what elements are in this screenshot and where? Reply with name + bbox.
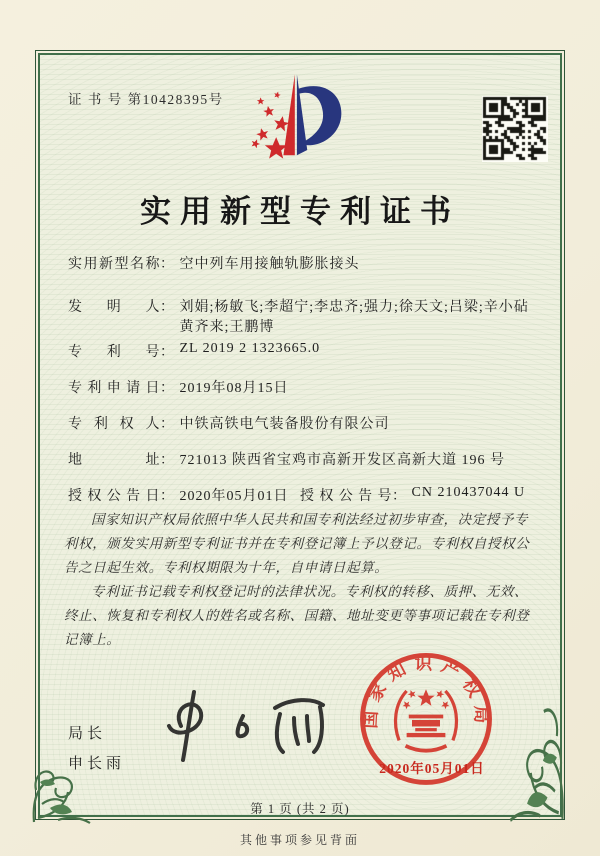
field-value: 2019年08月15日 — [179, 381, 289, 396]
field-inventors — [68, 296, 529, 336]
field-patent-number — [68, 341, 320, 361]
certificate-title: 实用新型专利证书 — [140, 194, 460, 229]
field-value: 空中列车用接触轨膨胀接头 — [179, 257, 360, 272]
label-colon: ： — [160, 453, 175, 468]
legal-paragraph-2: 专利证书记载专利权登记时的法律状况。专利权的转移、质押、无效、终止、恢复和专利权人的姓名或名称、国籍、地址变更等事项记载在专利登记簿上。 — [64, 584, 530, 648]
field-label: 专利权人 — [68, 417, 160, 432]
field-value: CN 210437044 U — [411, 485, 526, 500]
inventors-line-2: 黄齐来;王鹏博 — [179, 320, 275, 335]
field-label: 发明人 — [68, 300, 160, 315]
field-label: 授权公告号 — [300, 489, 392, 504]
label-colon: ： — [160, 417, 175, 432]
field-value: ZL 2019 2 1323665.0 — [179, 341, 321, 356]
field-label: 授权公告日 — [68, 489, 160, 504]
field-label: 专利申请日 — [68, 381, 160, 396]
field-grant-date — [68, 485, 300, 505]
seal-date: 2020年05月01日 — [379, 761, 485, 776]
field-grant-row — [68, 485, 525, 505]
label-colon: ： — [160, 345, 175, 360]
signatory-name: 申长雨 — [68, 756, 126, 772]
signatory-title: 局长 — [68, 726, 107, 742]
qr-code — [482, 96, 548, 162]
field-value: 2020年05月01日 — [179, 489, 289, 504]
field-value: 中铁高铁电气装备股份有限公司 — [179, 417, 390, 432]
label-colon: ： — [160, 381, 175, 396]
field-patentee — [68, 413, 390, 433]
inventors-line-1: 刘娟;杨敏飞;李超宁;李忠齐;强力;徐天文;吕梁;辛小砧 — [179, 300, 529, 315]
field-utility-model-name — [68, 253, 360, 273]
label-colon: ： — [160, 489, 175, 504]
seal-text: 国家知识产权局 — [359, 653, 492, 731]
field-label: 实用新型名称 — [68, 257, 160, 272]
legal-paragraph-1: 国家知识产权局依照中华人民共和国专利法经过初步审查，决定授予专利权，颁发实用新型专利证书并在专利登记簿上予以登记。专利权自授权公告之日起生效。专利权期限为十年，自申请日起算。 — [64, 512, 530, 576]
back-side-note: 其他事项参见背面 — [239, 833, 360, 847]
commissioner-signature — [147, 686, 359, 778]
field-address — [68, 449, 505, 469]
page-number: 第 1 页 (共 2 页) — [250, 802, 350, 816]
certificate-number: 证 书 号 第10428395号 — [68, 92, 224, 107]
field-value — [180, 296, 529, 336]
cnipa-logo-icon — [235, 64, 365, 178]
label-colon: ： — [160, 300, 175, 315]
field-value: 721013 陕西省宝鸡市高新开发区高新大道 196 号 — [179, 453, 505, 468]
label-colon: ： — [160, 257, 175, 272]
field-label: 地址 — [68, 453, 160, 468]
field-grant-number — [300, 485, 525, 505]
seal-national-emblem — [395, 689, 456, 751]
legal-text-block — [64, 508, 542, 652]
field-filing-date — [68, 377, 289, 397]
field-label: 专利号 — [68, 345, 160, 360]
label-colon: ： — [392, 489, 407, 504]
